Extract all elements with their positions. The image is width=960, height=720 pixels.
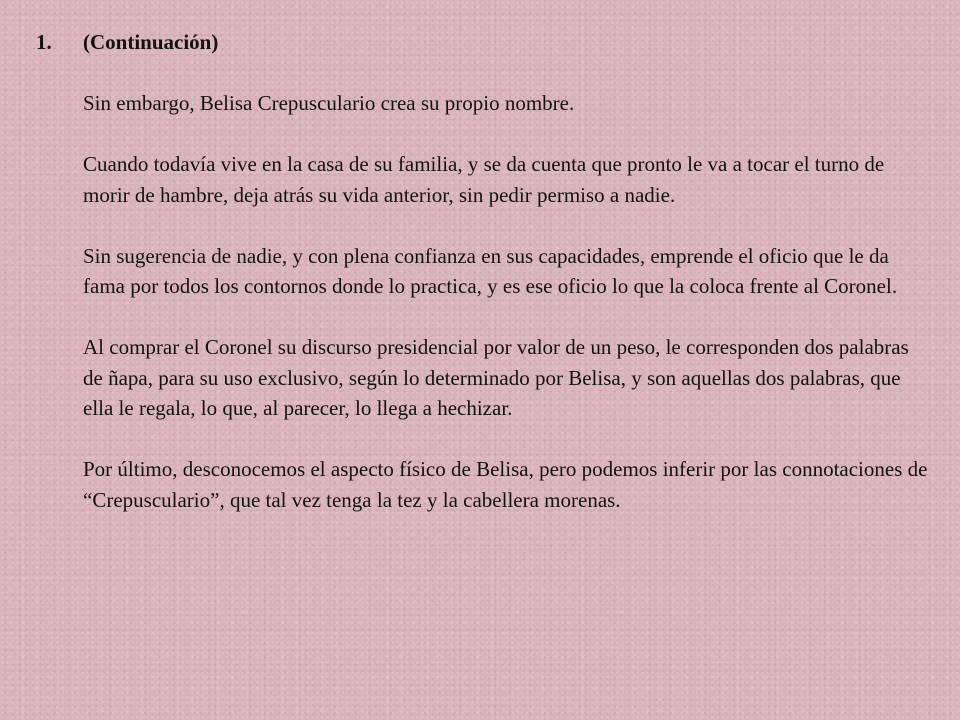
spacer bbox=[83, 119, 933, 150]
list-item-number: 1. bbox=[36, 30, 52, 54]
paragraph-appearance: Por último, desconocemos el aspecto físico de Belisa, pero podemos inferir por las connotaciones de “Crepusculario”, que tal vez tenga la tez y la cabellera morenas. bbox=[83, 457, 928, 512]
spacer bbox=[83, 302, 933, 333]
spacer bbox=[83, 424, 933, 455]
spacer bbox=[83, 58, 933, 89]
slide-content bbox=[83, 27, 933, 515]
paragraph-own-name: Sin embargo, Belisa Crepusculario crea su propio nombre. bbox=[83, 91, 575, 115]
paragraph-coronel-words: Al comprar el Coronel su discurso presidencial por valor de un peso, le corresponden dos palabras de ñapa, para su uso exclusivo, según lo determinado por Belisa, y son aquellas dos palabras, que ella le regala, lo que, al parecer, lo llega a hechizar. bbox=[83, 335, 909, 420]
spacer bbox=[83, 210, 933, 241]
paragraph-leaving-home: Cuando todavía vive en la casa de su familia, y se da cuenta que pronto le va a tocar el turno de morir de hambre, deja atrás su vida anterior, sin pedir permiso a nadie. bbox=[83, 152, 885, 207]
paragraph-trade: Sin sugerencia de nadie, y con plena confianza en sus capacidades, emprende el oficio que le da fama por todos los contornos donde lo practica, y es ese oficio lo que la coloca frente al Coronel. bbox=[83, 243, 898, 298]
slide-heading: (Continuación) bbox=[83, 30, 219, 54]
